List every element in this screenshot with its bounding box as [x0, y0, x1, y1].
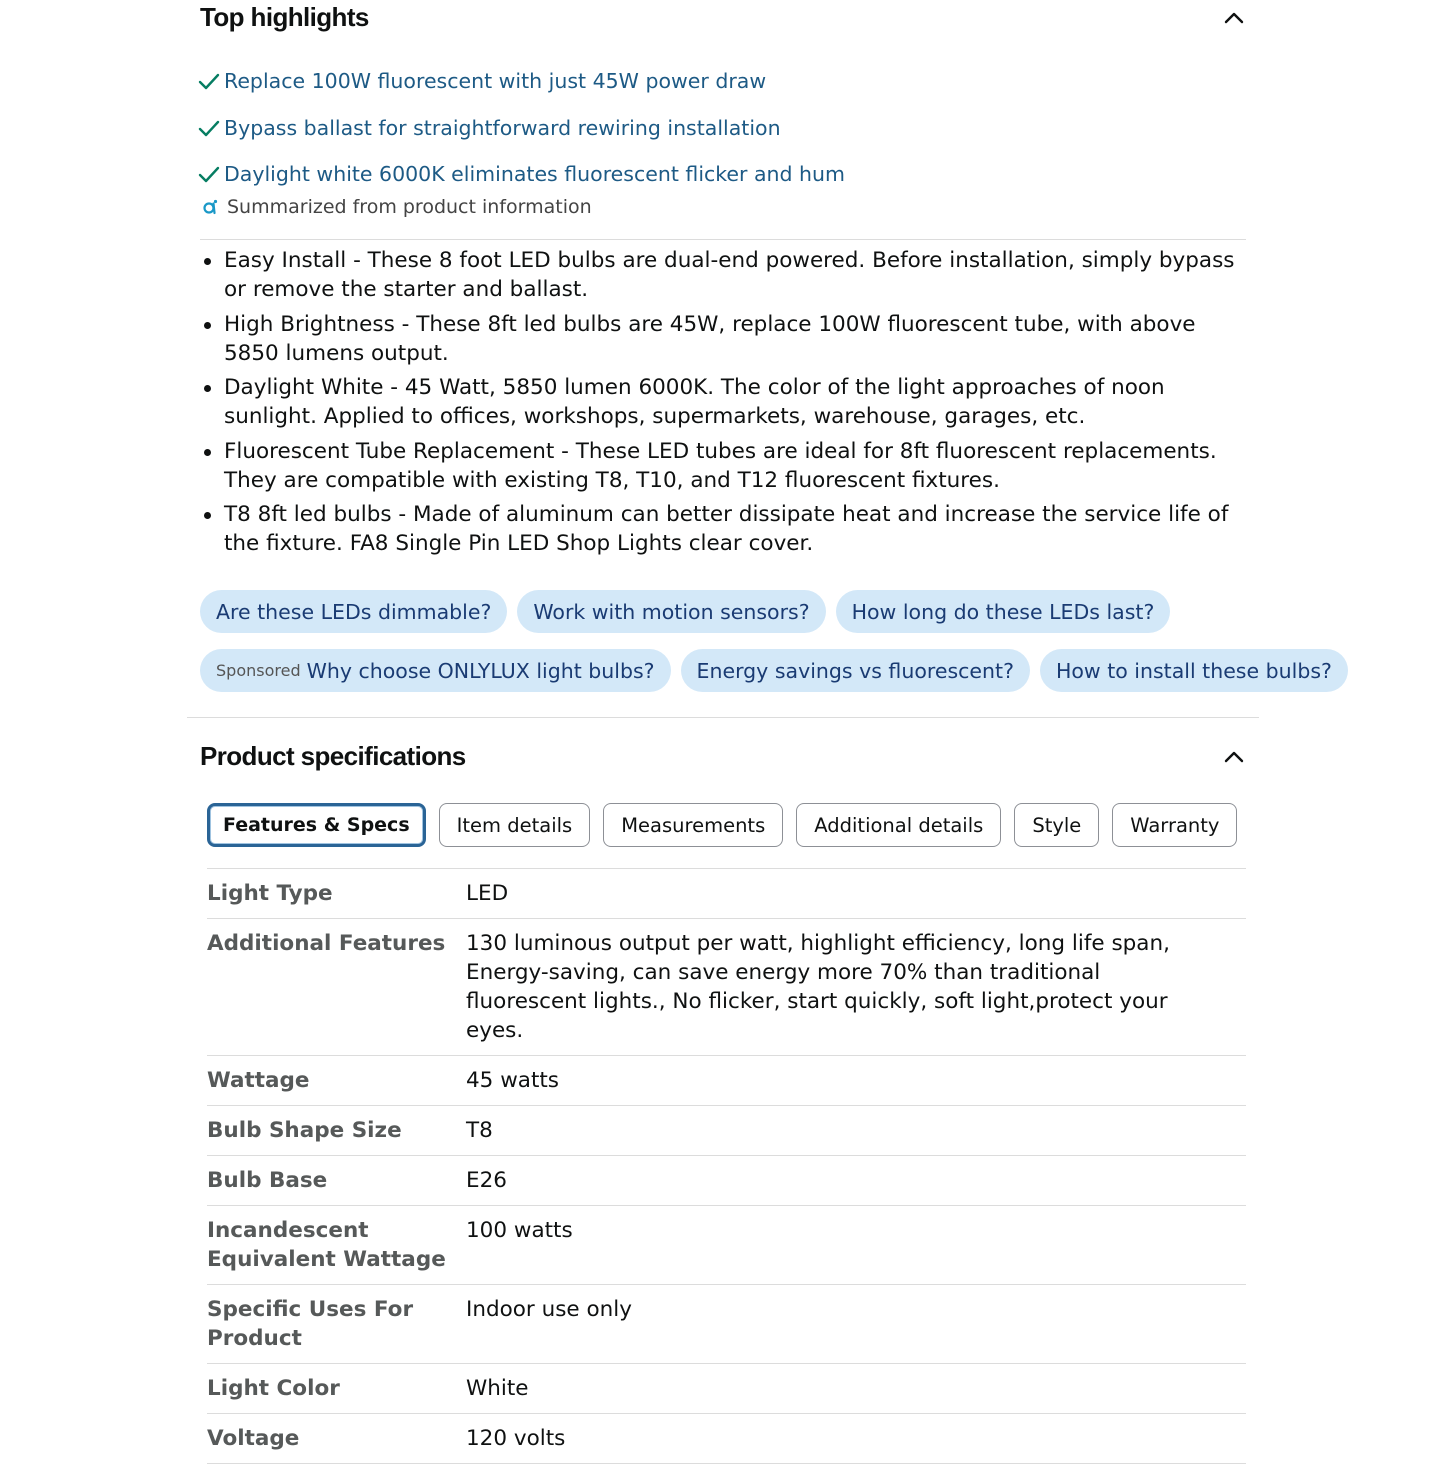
- spec-row: [207, 1364, 1246, 1414]
- spec-label: Specific Uses For Product: [207, 1297, 414, 1351]
- question-chip[interactable]: How to install these bulbs?: [1040, 649, 1348, 692]
- section-divider: [187, 717, 1259, 718]
- bullet-item: High Brightness - These 8ft led bulbs are 45W, replace 100W fluorescent tube, with above 5850 lumens output.: [200, 310, 1250, 368]
- spec-row: [207, 1285, 1246, 1364]
- spec-value: T8: [466, 1118, 493, 1143]
- collapse-specs-chevron-up-icon[interactable]: [1222, 745, 1246, 769]
- tab-features-specs[interactable]: Features & Specs: [207, 803, 426, 847]
- tab-additional-details[interactable]: Additional details: [796, 803, 1001, 847]
- spec-row: [207, 1056, 1246, 1106]
- highlight-text: Bypass ballast for straightforward rewiring installation: [224, 115, 781, 140]
- spec-value: 100 watts: [466, 1218, 573, 1243]
- product-specs-title: Product specifications: [200, 741, 466, 771]
- ai-sparkle-icon: [202, 199, 218, 215]
- highlight-text: Replace 100W fluorescent with just 45W power draw: [224, 69, 767, 94]
- feature-bullets: [200, 246, 1250, 564]
- spec-row: [207, 1106, 1246, 1156]
- spec-value: 120 volts: [466, 1426, 566, 1451]
- question-chip[interactable]: Work with motion sensors?: [517, 590, 825, 633]
- spec-value: LED: [466, 881, 509, 906]
- spec-tabs: [207, 803, 1237, 847]
- tab-warranty[interactable]: Warranty: [1112, 803, 1237, 847]
- bullet-item: Daylight White - 45 Watt, 5850 lumen 6000K. The color of the light approaches of noon sunlight. Applied to offices, workshops, supermarkets, warehouse, garages, etc.: [200, 373, 1250, 431]
- divider: [200, 239, 1246, 240]
- highlight-item: [198, 58, 845, 105]
- spec-table: [207, 868, 1246, 1464]
- ai-summary-note: [202, 196, 592, 218]
- question-chip[interactable]: How long do these LEDs last?: [836, 590, 1171, 633]
- question-chips-row-2: [200, 649, 1348, 692]
- top-highlights-header: [200, 2, 1246, 33]
- spec-label: Bulb Shape Size: [207, 1118, 402, 1143]
- top-highlights-title: Top highlights: [200, 2, 369, 32]
- spec-row: [207, 1414, 1246, 1464]
- checkmark-icon: [198, 119, 220, 137]
- product-specs-header: [200, 741, 1246, 772]
- spec-value: E26: [466, 1168, 507, 1193]
- spec-value: White: [466, 1376, 529, 1401]
- spec-label: Bulb Base: [207, 1168, 328, 1193]
- spec-label: Light Type: [207, 881, 333, 906]
- question-chip[interactable]: Are these LEDs dimmable?: [200, 590, 507, 633]
- spec-label: Incandescent Equivalent Wattage: [207, 1218, 446, 1272]
- sponsored-label: Sponsored: [216, 661, 301, 680]
- sponsored-question-chip[interactable]: [200, 649, 671, 692]
- spec-label: Additional Features: [207, 931, 446, 956]
- spec-row: [207, 869, 1246, 919]
- checkmark-icon: [198, 72, 220, 90]
- tab-style[interactable]: Style: [1014, 803, 1099, 847]
- highlight-item: [198, 151, 845, 198]
- spec-row: [207, 1206, 1246, 1285]
- highlight-item: [198, 105, 845, 152]
- spec-row: [207, 1156, 1246, 1206]
- question-chip[interactable]: Energy savings vs fluorescent?: [681, 649, 1030, 692]
- chip-text: Why choose ONLYLUX light bulbs?: [306, 658, 655, 683]
- question-chips-row-1: [200, 590, 1170, 633]
- tab-item-details[interactable]: Item details: [439, 803, 591, 847]
- bullet-item: Fluorescent Tube Replacement - These LED tubes are ideal for 8ft fluorescent replacements. They are compatible with existing T8, T10, and T12 fluorescent fixtures.: [200, 437, 1250, 495]
- highlight-text: Daylight white 6000K eliminates fluorescent flicker and hum: [224, 162, 846, 187]
- summary-text: Summarized from product information: [227, 196, 592, 218]
- spec-value: Indoor use only: [466, 1297, 632, 1322]
- spec-label: Voltage: [207, 1426, 300, 1451]
- spec-label: Wattage: [207, 1068, 310, 1093]
- spec-value: 130 luminous output per watt, highlight efficiency, long life span, Energy-saving, can save energy more 70% than traditional fluorescent lights., No flicker, start quickly, soft light,protect your eyes.: [466, 931, 1170, 1043]
- spec-label: Light Color: [207, 1376, 340, 1401]
- collapse-highlights-chevron-up-icon[interactable]: [1222, 6, 1246, 30]
- spec-row: [207, 919, 1246, 1056]
- spec-value: 45 watts: [466, 1068, 560, 1093]
- bullet-item: Easy Install - These 8 foot LED bulbs are dual-end powered. Before installation, simply bypass or remove the starter and ballast.: [200, 246, 1250, 304]
- checkmark-icon: [198, 165, 220, 183]
- question-chips-row-2-viewport[interactable]: [200, 649, 1332, 692]
- tab-measurements[interactable]: Measurements: [603, 803, 783, 847]
- bullet-item: T8 8ft led bulbs - Made of aluminum can better dissipate heat and increase the service life of the fixture. FA8 Single Pin LED Shop Lights clear cover.: [200, 500, 1250, 558]
- highlights-list: [198, 58, 845, 198]
